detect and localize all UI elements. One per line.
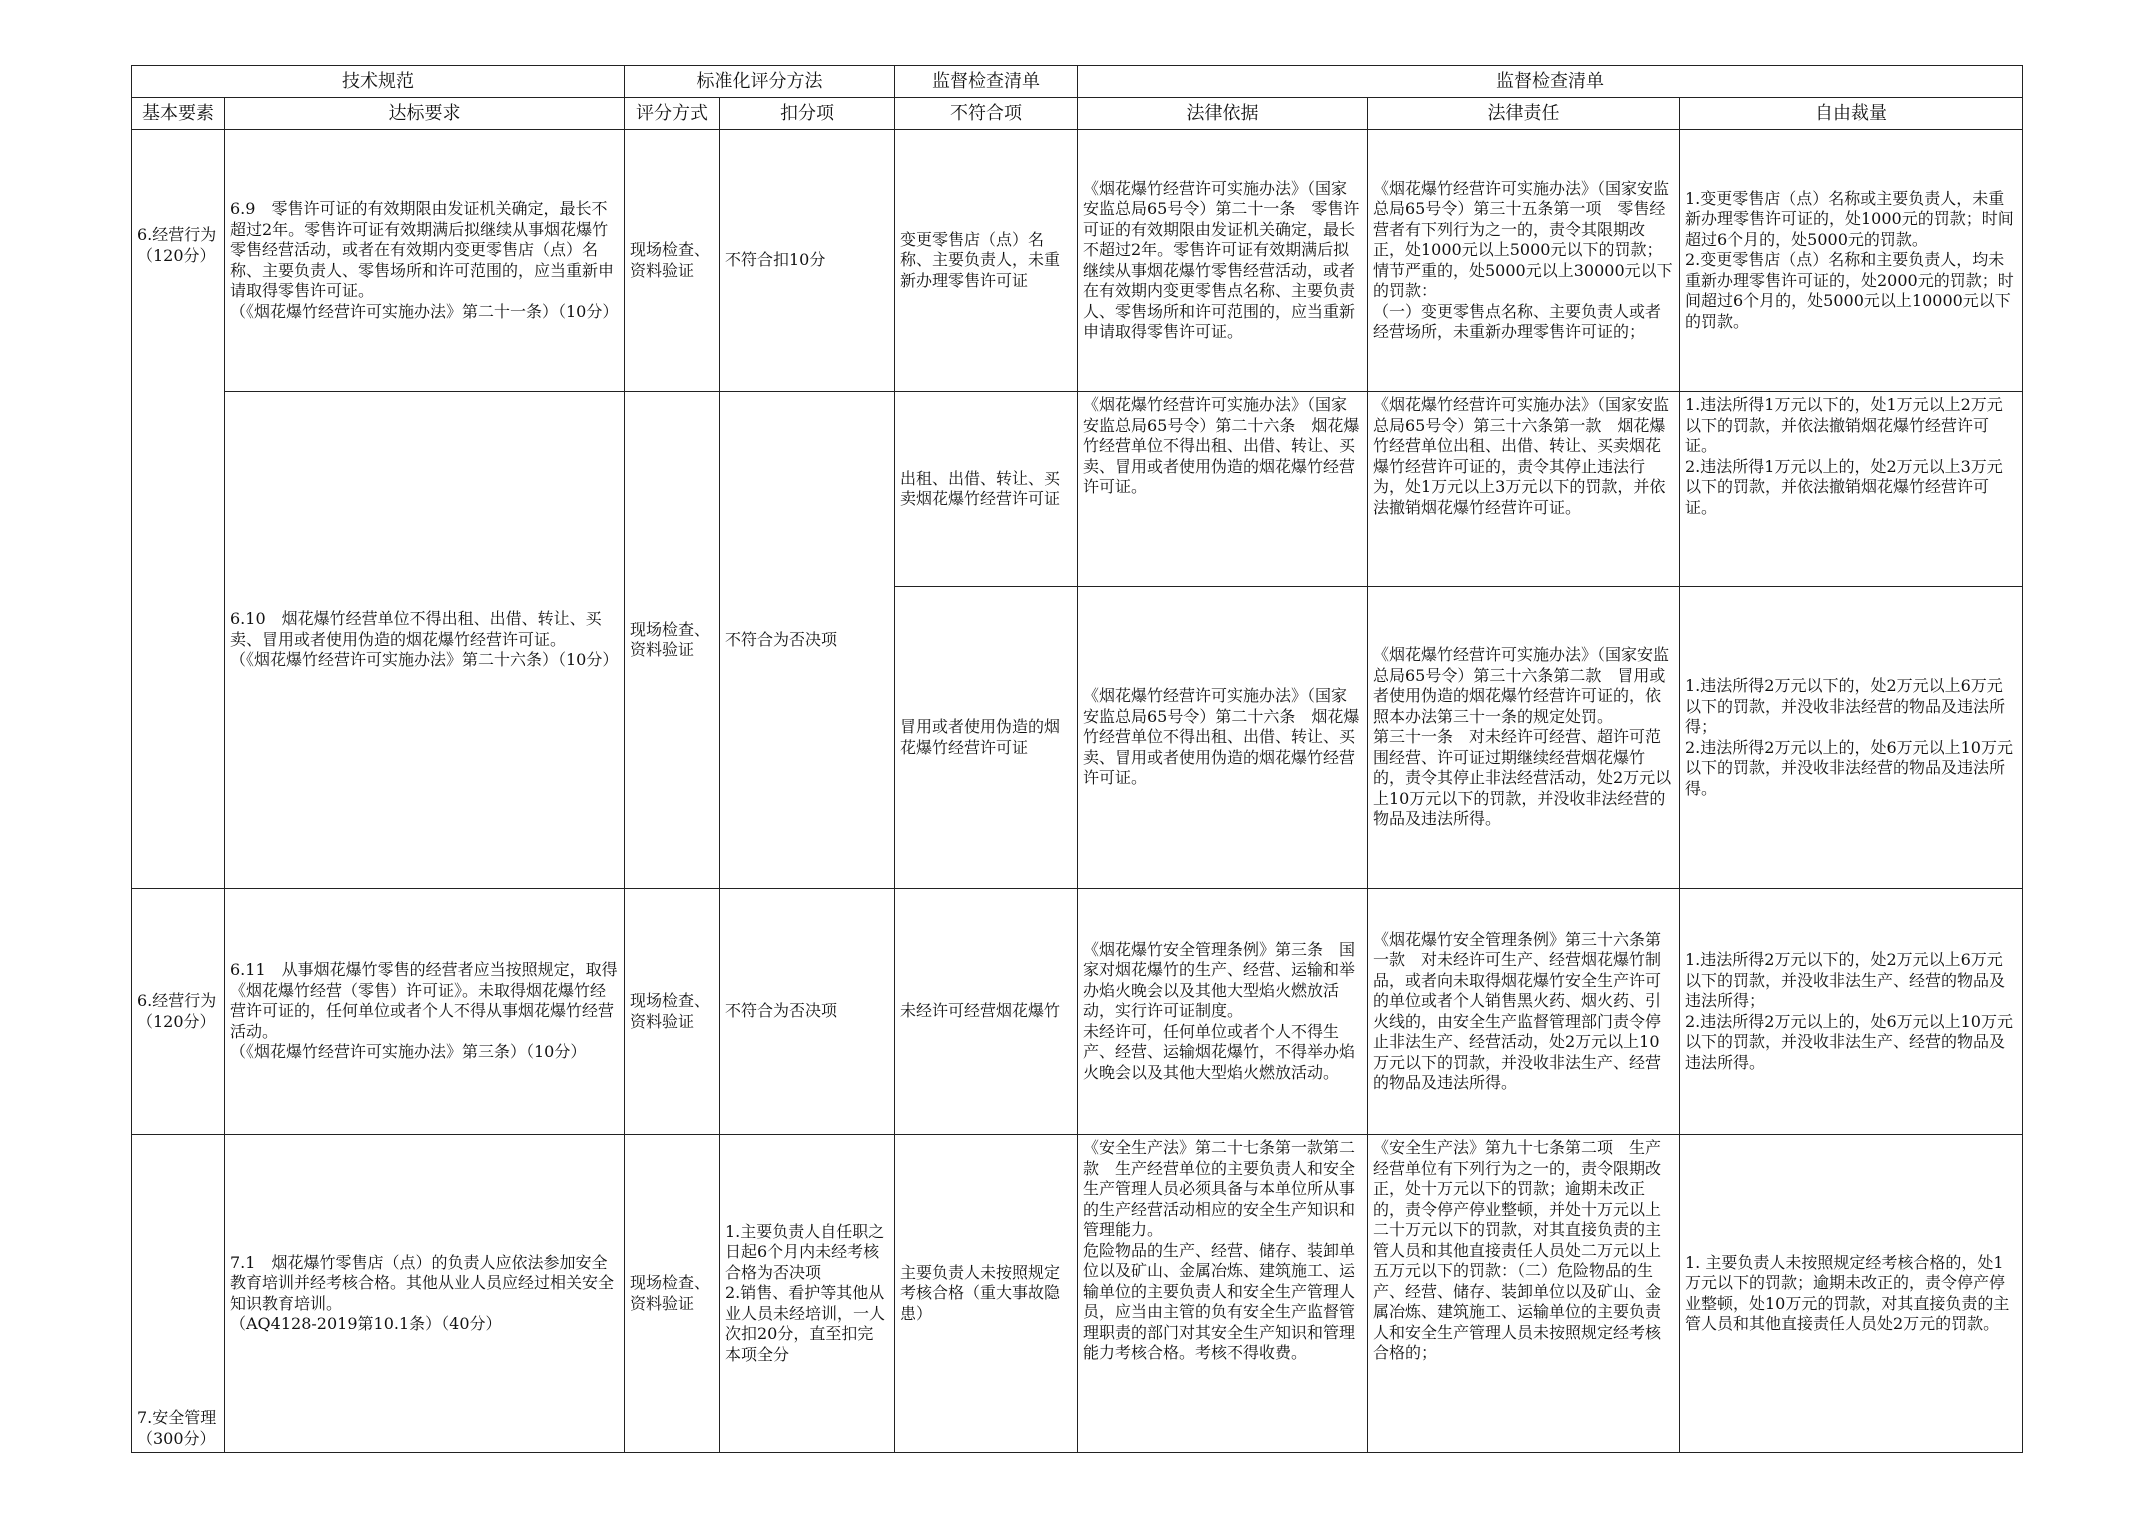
basis-cell: 《烟花爆竹经营许可实施办法》（国家安监总局65号令）第二十六条 烟花爆竹经营单位不得出租、出借、转让、买卖、冒用或者使用伪造的烟花爆竹经营许可证。 [1078,392,1368,587]
header-checklist-b: 监督检查清单 [1078,66,2023,98]
liability-cell: 《烟花爆竹安全管理条例》第三十六条第一款 对未经许可生产、经营烟花爆竹制品，或者向未取得烟花爆竹安全生产许可的单位或者个人销售黑火药、烟火药、引火线的，由安全生产监督管理部门责令停止非法生产、经营活动，处2万元以上10万元以下的罚款，并没收非法生产、经营的物品及违法所得。 [1368,889,1680,1135]
discretion-cell: 1.违法所得2万元以下的，处2万元以上6万元以下的罚款，并没收非法生产、经营的物品及违法所得； 2.违法所得2万元以上的，处6万元以上10万元以下的罚款，并没收非法生产、经营的物品及违法所得。 [1680,889,2023,1135]
nonconform-cell: 主要负责人未按照规定考核合格（重大事故隐患） [895,1135,1078,1453]
col-header-basis: 法律依据 [1078,98,1368,130]
col-header-discretion: 自由裁量 [1680,98,2023,130]
discretion-cell: 1.违法所得1万元以下的，处1万元以上2万元以下的罚款，并依法撤销烟花爆竹经营许可证。 2.违法所得1万元以上的，处2万元以上3万元以下的罚款，并依法撤销烟花爆竹经营许可证。 [1680,392,2023,587]
col-header-requirement: 达标要求 [225,98,625,130]
col-header-nonconform: 不符合项 [895,98,1078,130]
column-header-row [132,98,2023,130]
requirement-cell: 7.1 烟花爆竹零售店（点）的负责人应依法参加安全教育培训并经考核合格。其他从业人员应经过相关安全知识教育培训。 （AQ4128-2019第10.1条）（40分） [225,1135,625,1453]
header-tech-spec: 技术规范 [132,66,625,98]
deduction-cell: 不符合扣10分 [720,130,895,392]
header-scoring-method: 标准化评分方法 [625,66,895,98]
basis-cell: 《烟花爆竹安全管理条例》第三条 国家对烟花爆竹的生产、经营、运输和举办焰火晚会以及其他大型焰火燃放活动，实行许可证制度。 未经许可，任何单位或者个人不得生产、经营、运输烟花爆竹，不得举办焰火晚会以及其他大型焰火燃放活动。 [1078,889,1368,1135]
col-header-deduction: 扣分项 [720,98,895,130]
liability-cell: 《烟花爆竹经营许可实施办法》（国家安监总局65号令）第三十五条第一项 零售经营者有下列行为之一的，责令其限期改正，处1000元以上5000元以下的罚款；情节严重的，处5000元以上30000元以下的罚款： （一）变更零售点名称、主要负责人或者经营场所，未重新办理零售许可证的； [1368,130,1680,392]
nonconform-cell: 出租、出借、转让、买卖烟花爆竹经营许可证 [895,392,1078,587]
basis-cell: 《烟花爆竹经营许可实施办法》（国家安监总局65号令）第二十六条 烟花爆竹经营单位不得出租、出借、转让、买卖、冒用或者使用伪造的烟花爆竹经营许可证。 [1078,587,1368,889]
liability-cell: 《烟花爆竹经营许可实施办法》（国家安监总局65号令）第三十六条第二款 冒用或者使用伪造的烟花爆竹经营许可证的，依照本办法第三十一条的规定处罚。 第三十一条 对未经许可经营、超许可范围经营、许可证过期继续经营烟花爆竹的，责令其停止非法经营活动，处2万元以上10万元以下的罚款，并没收非法经营的物品及违法所得。 [1368,587,1680,889]
element-cell: 6.经营行为（120分） [132,130,225,889]
discretion-cell: 1.违法所得2万元以下的，处2万元以上6万元以下的罚款，并没收非法经营的物品及违法所得； 2.违法所得2万元以上的，处6万元以上10万元以下的罚款，并没收非法经营的物品及违法所得。 [1680,587,2023,889]
requirement-cell: 6.11 从事烟花爆竹零售的经营者应当按照规定，取得《烟花爆竹经营（零售）许可证》。未取得烟花爆竹经营许可证的，任何单位或者个人不得从事烟花爆竹经营活动。 （《烟花爆竹经营许可实施办法》第三条）（10分） [225,889,625,1135]
nonconform-cell: 冒用或者使用伪造的烟花爆竹经营许可证 [895,587,1078,889]
basis-cell: 《烟花爆竹经营许可实施办法》（国家安监总局65号令）第二十一条 零售许可证的有效期限由发证机关确定，最长不超过2年。零售许可证有效期满后拟继续从事烟花爆竹零售经营活动，或者在有效期内变更零售点名称、主要负责人、零售场所和许可范围的，应当重新申请取得零售许可证。 [1078,130,1368,392]
basis-cell: 《安全生产法》第二十七条第一款第二款 生产经营单位的主要负责人和安全生产管理人员必须具备与本单位所从事的生产经营活动相应的安全生产知识和管理能力。 危险物品的生产、经营、储存、装卸单位以及矿山、金属冶炼、建筑施工、运输单位的主要负责人和安全生产管理人员，应当由主管的负有安全生产监督管理职责的部门对其安全生产知识和管理能力考核合格。考核不得收费。 [1078,1135,1368,1453]
liability-cell: 《安全生产法》第九十七条第二项 生产经营单位有下列行为之一的，责令限期改正，处十万元以下的罚款；逾期未改正的，责令停产停业整顿，并处十万元以上二十万元以下的罚款，对其直接负责的主管人员和其他直接责任人员处二万元以上五万元以下的罚款：（二）危险物品的生产、经营、储存、装卸单位以及矿山、金属冶炼、建筑施工、运输单位的主要负责人和安全生产管理人员未按照规定经考核合格的； [1368,1135,1680,1453]
table-row [132,392,2023,587]
inspection-table [131,65,2023,1453]
group-header-row [132,66,2023,98]
method-cell: 现场检查、资料验证 [625,130,720,392]
method-cell: 现场检查、资料验证 [625,889,720,1135]
requirement-cell: 6.9 零售许可证的有效期限由发证机关确定，最长不超过2年。零售许可证有效期满后拟继续从事烟花爆竹零售经营活动，或者在有效期内变更零售店（点）名称、主要负责人、零售场所和许可范围的，应当重新申请取得零售许可证。 （《烟花爆竹经营许可实施办法》第二十一条）（10分） [225,130,625,392]
deduction-cell: 不符合为否决项 [720,392,895,889]
element-cell: 6.经营行为（120分） [132,889,225,1135]
table-row [132,889,2023,1135]
method-cell: 现场检查、资料验证 [625,1135,720,1453]
discretion-cell: 1.变更零售店（点）名称或主要负责人，未重新办理零售许可证的，处1000元的罚款；时间超过6个月的，处5000元的罚款。 2.变更零售店（点）名称和主要负责人，均未重新办理零售许可证的，处2000元的罚款；时间超过6个月的，处5000元以上10000元以下的罚款。 [1680,130,2023,392]
table-row [132,130,2023,392]
nonconform-cell: 未经许可经营烟花爆竹 [895,889,1078,1135]
table-row [132,1135,2023,1453]
deduction-cell: 1.主要负责人自任职之日起6个月内未经考核合格为否决项 2.销售、看护等其他从业人员未经培训，一人次扣20分，直至扣完本项全分 [720,1135,895,1453]
header-checklist-a: 监督检查清单 [895,66,1078,98]
requirement-cell: 6.10 烟花爆竹经营单位不得出租、出借、转让、买卖、冒用或者使用伪造的烟花爆竹经营许可证。 （《烟花爆竹经营许可实施办法》第二十六条）（10分） [225,392,625,889]
col-header-element: 基本要素 [132,98,225,130]
method-cell: 现场检查、资料验证 [625,392,720,889]
col-header-liability: 法律责任 [1368,98,1680,130]
liability-cell: 《烟花爆竹经营许可实施办法》（国家安监总局65号令）第三十六条第一款 烟花爆竹经营单位出租、出借、转让、买卖烟花爆竹经营许可证的，责令其停止违法行为，处1万元以上3万元以下的罚款，并依法撤销烟花爆竹经营许可证。 [1368,392,1680,587]
col-header-method: 评分方式 [625,98,720,130]
element-cell: 7.安全管理（300分） [132,1135,225,1453]
discretion-cell: 1. 主要负责人未按照规定经考核合格的，处1万元以下的罚款；逾期未改正的，责令停产停业整顿，处10万元的罚款，对其直接负责的主管人员和其他直接责任人员处2万元的罚款。 [1680,1135,2023,1453]
deduction-cell: 不符合为否决项 [720,889,895,1135]
nonconform-cell: 变更零售店（点）名称、主要负责人，未重新办理零售许可证 [895,130,1078,392]
